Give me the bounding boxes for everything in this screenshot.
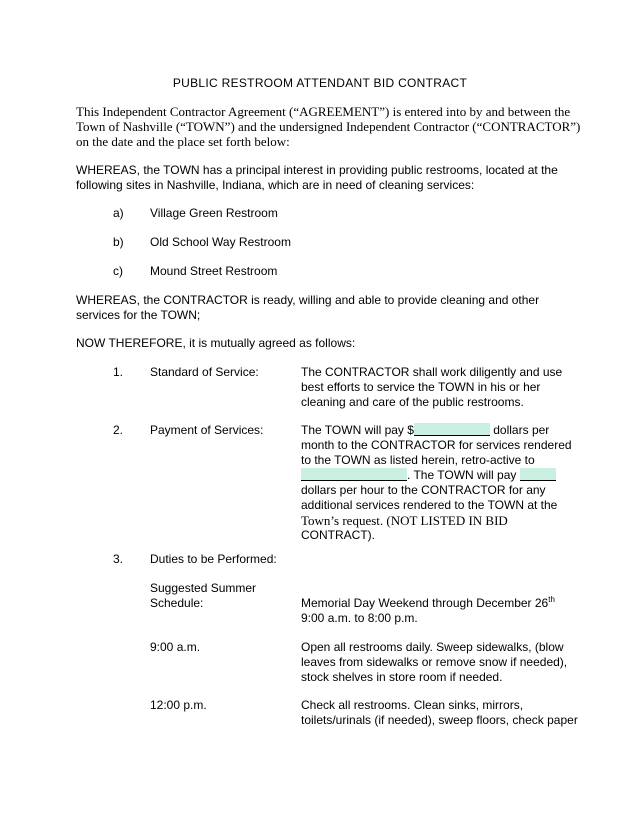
section-number: 1.	[113, 365, 124, 379]
list-item: Old School Way Restroom	[150, 235, 291, 249]
schedule-label: Schedule:	[150, 596, 204, 610]
list-item: Mound Street Restroom	[150, 264, 278, 278]
schedule-task-line: Check all restrooms. Clean sinks, mirrors,	[301, 698, 524, 712]
section-heading: Payment of Services:	[150, 423, 264, 437]
schedule-task-line: Open all restrooms daily. Sweep sidewalks, (blow	[301, 640, 564, 654]
section-text-line: The CONTRACTOR shall work diligently and use	[301, 365, 563, 379]
schedule-task-line: toilets/urinals (if needed), sweep floors, check paper	[301, 713, 578, 727]
section-text-line: CONTRACT).	[301, 528, 375, 542]
schedule-time: 12:00 p.m.	[150, 698, 207, 712]
intro-line: This Independent Contractor Agreement (“AGREEMENT”) is entered into by and between the	[76, 104, 571, 119]
hourly-rate-blank[interactable]	[520, 468, 556, 481]
section-text-line: dollars per hour to the CONTRACTOR for any	[301, 483, 546, 497]
whereas-line: following sites in Nashville, Indiana, which are in need of cleaning services:	[76, 178, 475, 192]
section-number: 3.	[113, 552, 124, 566]
document-title: PUBLIC RESTROOM ATTENDANT BID CONTRACT	[172, 76, 468, 90]
section-text-line: The TOWN will pay $ dollars per	[301, 423, 550, 437]
section-text-line: month to the CONTRACTOR for services rendered	[301, 438, 572, 452]
schedule-label: Suggested Summer	[150, 581, 257, 595]
section-text-line: . The TOWN will pay	[301, 468, 556, 483]
retroactive-date-blank[interactable]	[301, 468, 407, 481]
intro-line: Town of Nashville (“TOWN”) and the undersigned Independent Contractor (“CONTRACTOR”)	[76, 119, 581, 134]
section-text-line: best efforts to service the TOWN in his or her	[301, 380, 541, 394]
schedule-task-line: leaves from sidewalks or remove snow if needed),	[301, 655, 568, 669]
section-text-line: additional services rendered to the TOWN at the	[301, 498, 558, 512]
section-text-line: Town’s request. (NOT LISTED IN BID	[301, 513, 508, 528]
monthly-amount-blank[interactable]	[414, 423, 490, 436]
section-text-line: cleaning and care of the public restrooms.	[301, 395, 524, 409]
whereas-line: WHEREAS, the TOWN has a principal interest in providing public restrooms, located at the	[76, 163, 558, 177]
section-heading: Standard of Service:	[150, 365, 259, 379]
whereas-line: WHEREAS, the CONTRACTOR is ready, willing and able to provide cleaning and other	[76, 293, 540, 307]
list-item: Village Green Restroom	[150, 206, 278, 220]
schedule-value: Memorial Day Weekend through December 26th	[301, 595, 555, 610]
schedule-time: 9:00 a.m.	[150, 640, 201, 654]
intro-line: on the date and the place set forth below:	[76, 134, 290, 149]
now-therefore-line: NOW THEREFORE, it is mutually agreed as follows:	[76, 336, 356, 350]
section-heading: Duties to be Performed:	[150, 552, 277, 566]
list-marker: a)	[113, 206, 124, 220]
whereas-line: services for the TOWN;	[76, 308, 201, 322]
section-number: 2.	[113, 423, 124, 437]
list-marker: c)	[113, 264, 123, 278]
section-text-line: to the TOWN as listed herein, retro-active to	[301, 453, 535, 467]
schedule-task-line: stock shelves in store room if needed.	[301, 670, 503, 684]
list-marker: b)	[113, 235, 124, 249]
schedule-value: 9:00 a.m. to 8:00 p.m.	[301, 611, 418, 625]
